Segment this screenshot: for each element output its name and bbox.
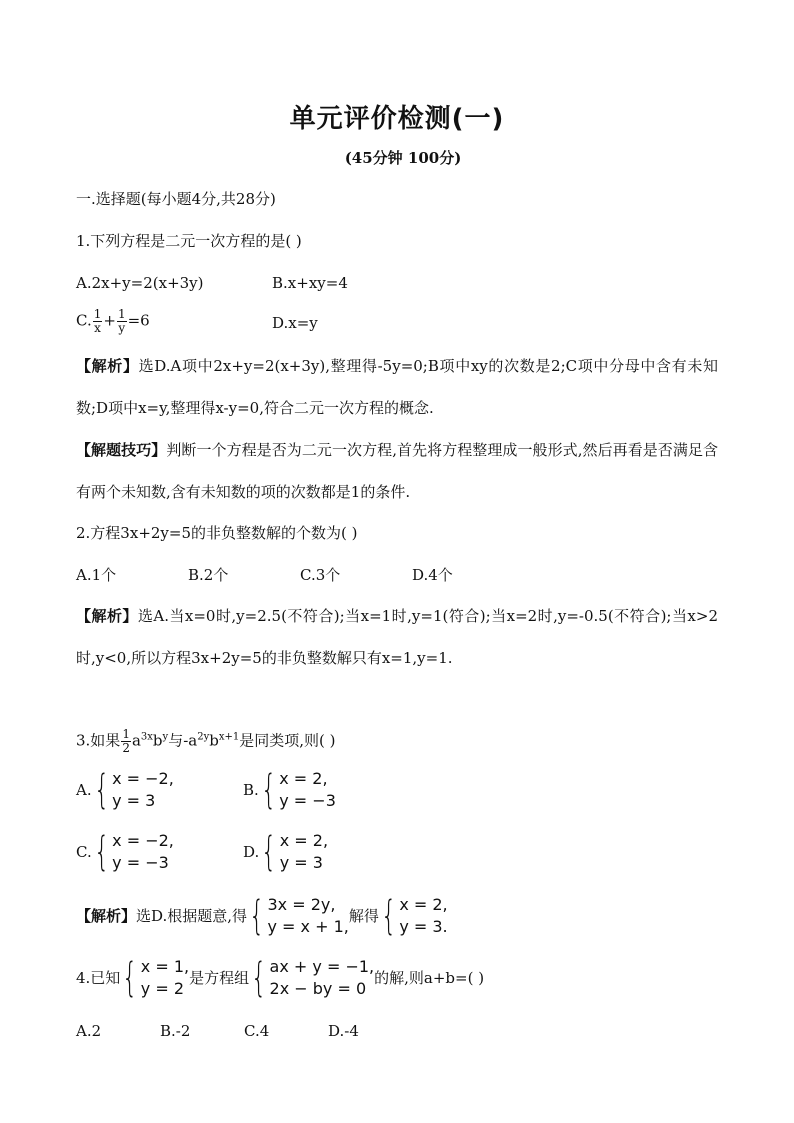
analysis-tag: 【解析】 xyxy=(76,907,137,925)
q4-stem: 4.已知 { x = 1, y = 2 是方程组 { ax + y = −1, 2x − by = 0 的解,则a+b=( ) xyxy=(76,955,485,1001)
q2-stem: 2.方程3x+2y=5的非负整数解的个数为( ) xyxy=(76,524,358,542)
q1-option-a: A.2x+y=2(x+3y) xyxy=(76,274,204,292)
section-heading: 一.选择题(每小题4分,共28分) xyxy=(76,190,276,208)
analysis-tag: 【解析】 xyxy=(76,357,139,375)
q3-option-d: D. { x = 2, y = 3 xyxy=(243,829,329,875)
q2-option-a: A.1个 xyxy=(76,566,117,584)
q1-option-b: B.x+xy=4 xyxy=(272,274,348,292)
brace-icon: { xyxy=(249,893,265,939)
brace-icon: { xyxy=(251,955,267,1001)
q2-option-d: D.4个 xyxy=(412,566,453,584)
q3-option-a: A. { x = −2, y = 3 xyxy=(76,767,174,813)
q1-tip: 【解题技巧】判断一个方程是否为二元一次方程,首先将方程整理成一般形式,然后再看是否满足含有两个未知数,含有未知数的项的次数都是1的条件. xyxy=(76,441,718,501)
brace-icon: { xyxy=(93,767,109,813)
fraction: $\frac{1}{2}$ xyxy=(122,727,130,755)
q4-option-d: D.-4 xyxy=(328,1022,359,1040)
q2-option-b: B.2个 xyxy=(188,566,229,584)
q3-option-c: C. { x = −2, y = −3 xyxy=(76,829,174,875)
q1-analysis: 【解析】选D.A项中2x+y=2(x+3y),整理得-5y=0;B项中xy的次数是2;C项中分母中含有未知数;D项中x=y,整理得x-y=0,符合二元一次方程的概念. xyxy=(76,357,718,417)
q4-option-a: A.2 xyxy=(76,1022,102,1040)
brace-icon: { xyxy=(380,893,397,939)
fraction: $\frac{1}{y}$ xyxy=(117,307,126,335)
q4-option-c: C.4 xyxy=(244,1022,270,1040)
q3-analysis: 【解析】 选D.根据题意,得 { 3x = 2y, y = x + 1, 解得 { x = 2, y = 3. xyxy=(76,893,448,939)
q1-stem: 1.下列方程是二元一次方程的是( ) xyxy=(76,232,302,250)
brace-icon: { xyxy=(122,955,138,1001)
brace-icon: { xyxy=(93,829,110,875)
q3-stem: 3.如果 $\frac{1}{2}$ $a^{3x}b^y$与$-a^{2y}b^{x+1}$是同类项,则( ) xyxy=(76,727,336,755)
page-title: 单元评价检测(一) xyxy=(289,104,505,134)
q3-option-b: B. { x = 2, y = −3 xyxy=(243,767,336,813)
q2-option-c: C.3个 xyxy=(300,566,341,584)
q1-option-d: D.x=y xyxy=(272,314,318,332)
tip-tag: 【解题技巧】 xyxy=(76,441,167,459)
analysis-tag: 【解析】 xyxy=(76,607,138,625)
page-subtitle: (45分钟 100分) xyxy=(344,149,462,167)
brace-icon: { xyxy=(260,767,277,813)
q4-option-b: B.-2 xyxy=(160,1022,191,1040)
q2-analysis: 【解析】选A.当x=0时,y=2.5(不符合);当x=1时,y=1(符合);当x=2时,y=-0.5(不符合);当x>2时,y<0,所以方程3x+2y=5的非负整数解只有x=1,y=1. xyxy=(76,607,718,667)
brace-icon: { xyxy=(261,829,277,875)
q1-option-c: C. $\frac{1}{x}$ + $\frac{1}{y}$ =6 xyxy=(76,307,150,335)
fraction: $\frac{1}{x}$ xyxy=(93,307,102,335)
